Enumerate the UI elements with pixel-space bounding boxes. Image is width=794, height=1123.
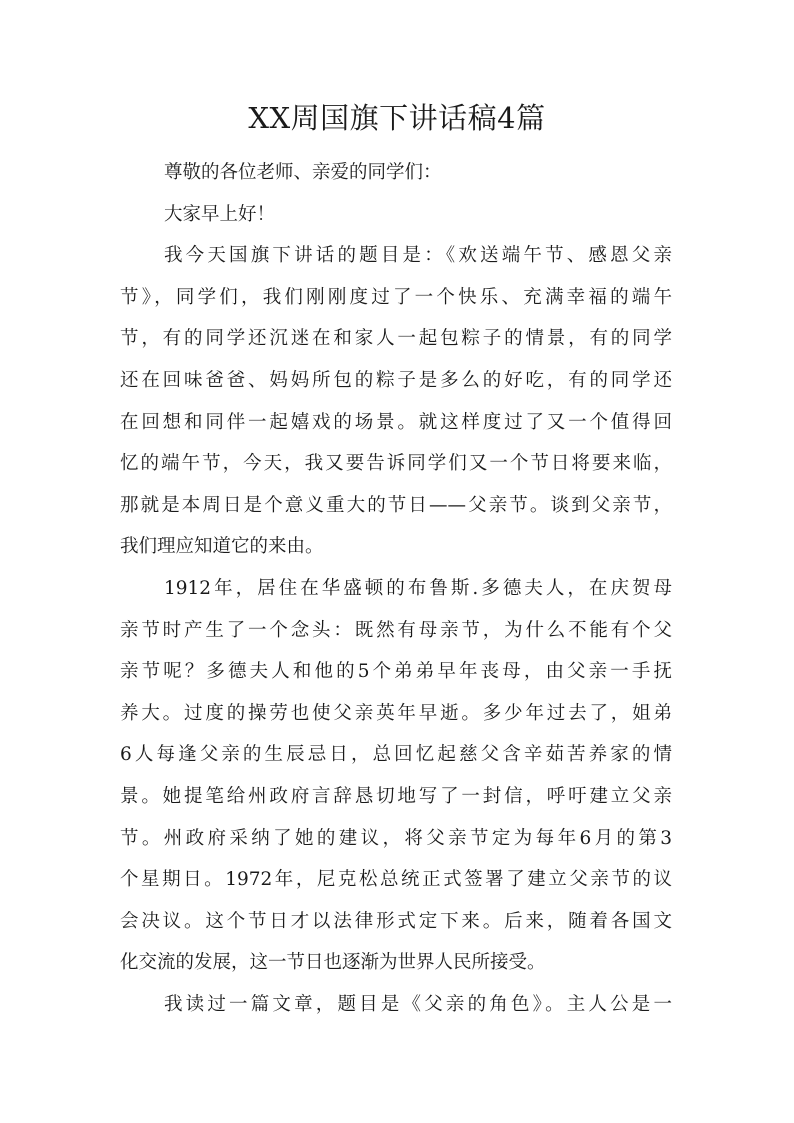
paragraph-2-line-6: 景。她提笔给州政府言辞恳切地写了一封信，呼吁建立父亲: [120, 785, 672, 807]
paragraph-1-line-2: 节》，同学们，我们刚刚度过了一个快乐、充满幸福的端午: [120, 286, 672, 308]
paragraph-1-line-7: 那就是本周日是个意义重大的节日——父亲节。谈到父亲节，: [120, 494, 672, 516]
paragraph-1-line-3: 节，有的同学还沉迷在和家人一起包粽子的情景，有的同学: [120, 328, 672, 350]
paragraph-1-line-4: 还在回味爸爸、妈妈所包的粽子是多么的好吃，有的同学还: [120, 369, 672, 391]
paragraph-1-line-8: 我们理应知道它的来由。: [120, 536, 324, 558]
paragraph-2-line-2: 亲节时产生了一个念头：既然有母亲节，为什么不能有个父: [120, 619, 672, 641]
paragraph-1-line-6: 忆的端午节，今天，我又要告诉同学们又一个节日将要来临，: [120, 453, 672, 475]
paragraph-2-line-4: 养大。过度的操劳也使父亲英年早逝。多少年过去了，姐弟: [120, 702, 672, 724]
document-title: XX周国旗下讲话稿4篇: [248, 101, 546, 135]
paragraph-2-line-3: 亲节呢？多德夫人和他的5个弟弟早年丧母，由父亲一手抚: [120, 661, 672, 683]
salutation-line: 尊敬的各位老师、亲爱的同学们：: [164, 162, 442, 183]
paragraph-2-line-9: 会决议。这个节日才以法律形式定下来。后来，随着各国文: [120, 910, 672, 932]
greeting-line: 大家早上好！: [164, 203, 276, 225]
paragraph-1-line-1: 我今天国旗下讲话的题目是：《欢送端午节、感恩父亲: [164, 245, 672, 267]
paragraph-1-line-5: 在回想和同伴一起嬉戏的场景。就这样度过了又一个值得回: [120, 411, 672, 433]
paragraph-2-line-1: 1912年，居住在华盛顿的布鲁斯.多德夫人，在庆贺母: [164, 577, 672, 599]
document-body: [120, 152, 672, 1025]
paragraph-2-line-10: 化交流的发展，这一节日也逐渐为世界人民所接受。: [120, 952, 546, 974]
paragraph-2-line-5: 6人每逢父亲的生辰忌日，总回忆起慈父含辛茹苦养家的情: [120, 744, 672, 766]
paragraph-2-line-8: 个星期日。1972年，尼克松总统正式签署了建立父亲节的议: [120, 869, 672, 891]
paragraph-3-line-1: 我读过一篇文章，题目是《父亲的角色》。主人公是一: [164, 993, 672, 1015]
paragraph-2-line-7: 节。州政府采纳了她的建议，将父亲节定为每年6月的第3: [120, 827, 672, 849]
